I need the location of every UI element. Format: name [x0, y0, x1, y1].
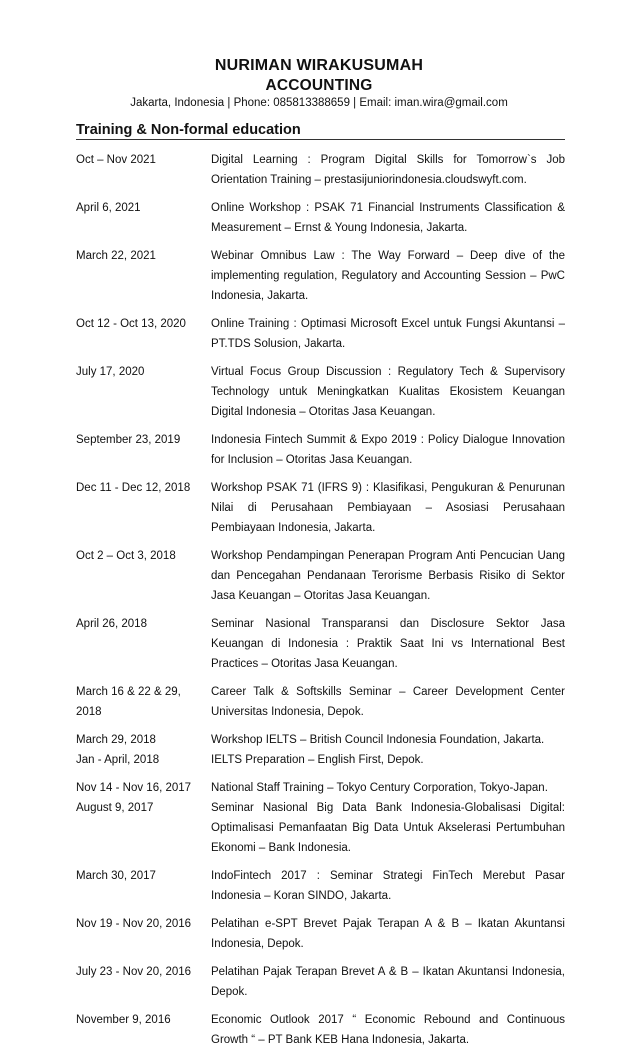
date-line: Dec 11 - Dec 12, 2018 — [76, 482, 191, 494]
training-description — [211, 962, 565, 1002]
training-date — [76, 430, 211, 470]
training-description — [211, 778, 565, 858]
training-date — [76, 778, 211, 858]
training-entry — [76, 962, 565, 1002]
description-line: Online Training : Optimasi Microsoft Excel untuk Fungsi Akuntansi – PT.TDS Solusion, Jakarta. — [211, 318, 565, 350]
date-line: Nov 14 - Nov 16, 2017 — [76, 782, 192, 794]
contact-info: Jakarta, Indonesia | Phone: 085813388659 | Email: iman.wira@gmail.com — [130, 97, 508, 109]
description-line: Digital Learning : Program Digital Skills for Tomorrow`s Job Orientation Training – prestasijuniorindonesia.cloudswyft.com. — [211, 154, 565, 186]
training-entry — [76, 866, 565, 906]
training-entry — [76, 546, 565, 606]
date-line: July 17, 2020 — [76, 366, 145, 378]
training-description — [211, 246, 565, 306]
training-date — [76, 962, 211, 1002]
date-line: Oct – Nov 2021 — [76, 154, 156, 166]
training-date — [76, 546, 211, 606]
training-entry — [76, 478, 565, 538]
training-entry — [76, 778, 565, 858]
training-date — [76, 478, 211, 538]
date-line: Oct 2 – Oct 3, 2018 — [76, 550, 176, 562]
date-line: March 16 & 22 & 29, — [76, 686, 181, 698]
training-entry — [76, 362, 565, 422]
description-line: Seminar Nasional Big Data Bank Indonesia-Globalisasi Digital: Optimalisasi Pemanfaatan Big Data Untuk Akselerasi Pertumbuhan Ekonomi – Bank Indonesia. — [211, 802, 565, 854]
description-line: Workshop PSAK 71 (IFRS 9) : Klasifikasi, Pengukuran & Penurunan Nilai di Perusahaan Pembiayaan – Asosiasi Perusahaan Pembiayaan Indonesia, Jakarta. — [211, 482, 565, 534]
training-entry — [76, 314, 565, 354]
training-description — [211, 362, 565, 422]
date-line: August 9, 2017 — [76, 802, 154, 814]
date-line: Nov 19 - Nov 20, 2016 — [76, 918, 192, 930]
description-line: Workshop Pendampingan Penerapan Program Anti Pencucian Uang dan Pencegahan Pendanaan Terorisme Berbasis Risiko di Sektor Jasa Keuangan – Otoritas Jasa Keuangan. — [211, 550, 565, 602]
date-line: April 26, 2018 — [76, 618, 147, 630]
description-line: Webinar Omnibus Law : The Way Forward – Deep dive of the implementing regulation, Regulatory and Accounting Session – PwC Indonesia, Jakarta. — [211, 250, 565, 302]
training-entry — [76, 198, 565, 238]
training-entry — [76, 614, 565, 674]
training-date — [76, 1010, 211, 1050]
training-date — [76, 682, 211, 722]
training-entry — [76, 730, 565, 770]
training-entry — [76, 1010, 565, 1050]
date-line: March 22, 2021 — [76, 250, 156, 262]
training-description — [211, 478, 565, 538]
description-line: Workshop IELTS – British Council Indonesia Foundation, Jakarta. — [211, 734, 545, 746]
description-line: Economic Outlook 2017 “ Economic Rebound and Continuous Growth “ – PT Bank KEB Hana Indonesia, Jakarta. — [211, 1014, 565, 1046]
training-entry — [76, 150, 565, 190]
description-line: IELTS Preparation – English First, Depok. — [211, 754, 424, 766]
training-description — [211, 150, 565, 190]
resume-header — [0, 56, 638, 112]
date-line: Jan - April, 2018 — [76, 754, 160, 766]
training-description — [211, 866, 565, 906]
training-description — [211, 314, 565, 354]
training-entry — [76, 914, 565, 954]
training-date — [76, 150, 211, 190]
training-list — [76, 150, 565, 1058]
training-description — [211, 730, 565, 770]
training-date — [76, 314, 211, 354]
training-description — [211, 1010, 565, 1050]
date-line: March 30, 2017 — [76, 870, 156, 882]
date-line: November 9, 2016 — [76, 1014, 171, 1026]
candidate-name: NURIMAN WIRAKUSUMAH — [214, 57, 424, 74]
date-line: April 6, 2021 — [76, 202, 141, 214]
training-date — [76, 866, 211, 906]
training-description — [211, 682, 565, 722]
candidate-role: ACCOUNTING — [265, 77, 373, 94]
description-line: Pelatihan Pajak Terapan Brevet A & B – Ikatan Akuntansi Indonesia, Depok. — [211, 966, 565, 998]
description-line: National Staff Training – Tokyo Century Corporation, Tokyo-Japan. — [211, 782, 548, 794]
training-entry — [76, 682, 565, 722]
date-line: Oct 12 - Oct 13, 2020 — [76, 318, 186, 330]
description-line: Seminar Nasional Transparansi dan Disclosure Sektor Jasa Keuangan di Indonesia : Praktik Saat Ini vs International Best Practices – Otoritas Jasa Keuangan. — [211, 618, 565, 670]
training-description — [211, 430, 565, 470]
training-date — [76, 730, 211, 770]
section-title: Training & Non-formal education — [76, 121, 565, 140]
training-description — [211, 614, 565, 674]
description-line: Online Workshop : PSAK 71 Financial Instruments Classification & Measurement – Ernst & Young Indonesia, Jakarta. — [211, 202, 565, 234]
date-line: July 23 - Nov 20, 2016 — [76, 966, 192, 978]
training-description — [211, 546, 565, 606]
date-line: September 23, 2019 — [76, 434, 181, 446]
description-line: IndoFintech 2017 : Seminar Strategi FinTech Merebut Pasar Indonesia – Koran SINDO, Jakarta. — [211, 870, 565, 902]
training-description — [211, 198, 565, 238]
date-line: 2018 — [76, 706, 102, 718]
training-date — [76, 246, 211, 306]
description-line: Indonesia Fintech Summit & Expo 2019 : Policy Dialogue Innovation for Inclusion – Otoritas Jasa Keuangan. — [211, 434, 565, 466]
training-date — [76, 362, 211, 422]
training-date — [76, 198, 211, 238]
date-line: March 29, 2018 — [76, 734, 156, 746]
description-line: Pelatihan e-SPT Brevet Pajak Terapan A & B – Ikatan Akuntansi Indonesia, Depok. — [211, 918, 565, 950]
training-date — [76, 914, 211, 954]
training-entry — [76, 246, 565, 306]
description-line: Virtual Focus Group Discussion : Regulatory Tech & Supervisory Technology untuk Meningkatkan Kualitas Ekosistem Keuangan Digital Indonesia – Otoritas Jasa Keuangan. — [211, 366, 565, 418]
description-line: Career Talk & Softskills Seminar – Career Development Center Universitas Indonesia, Depok. — [211, 686, 565, 718]
training-description — [211, 914, 565, 954]
training-entry — [76, 430, 565, 470]
training-date — [76, 614, 211, 674]
